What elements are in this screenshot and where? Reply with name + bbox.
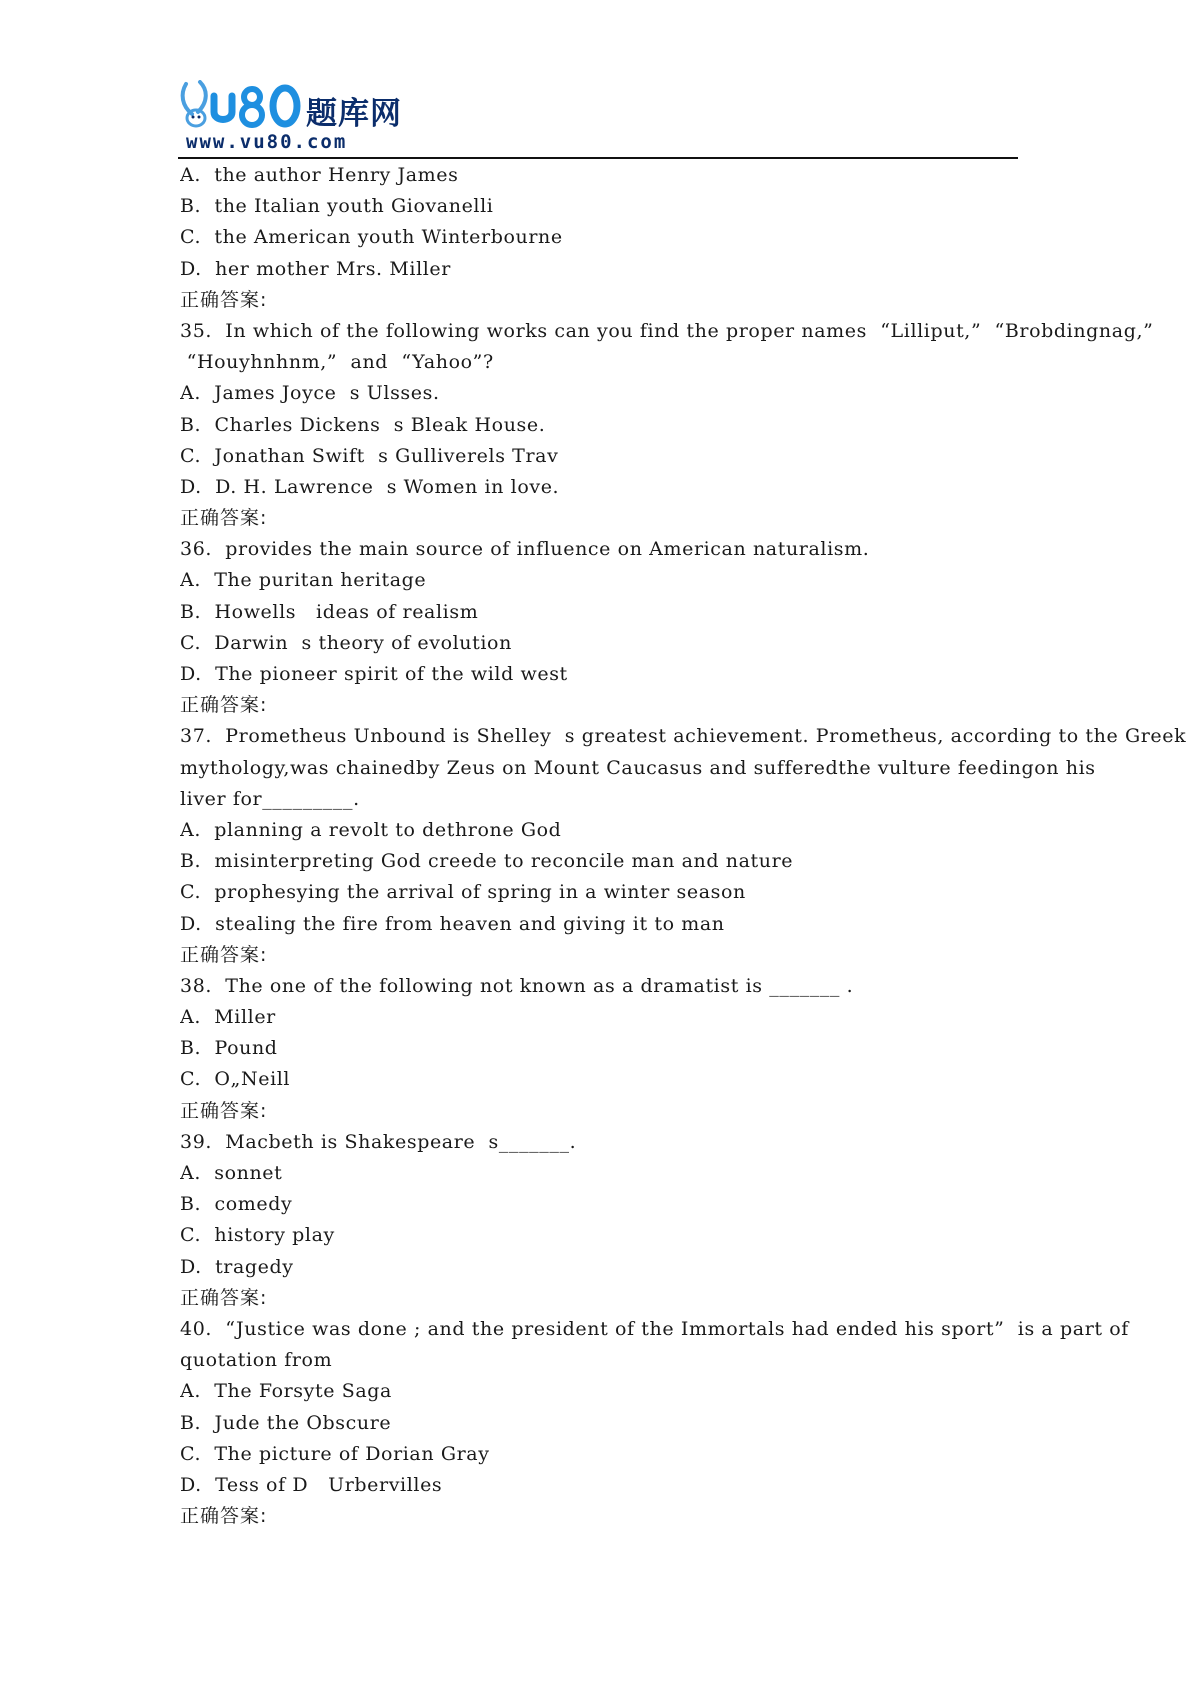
answer-option: C. prophesying the arrival of spring in a winter season [180, 881, 746, 904]
answer-option: C. history play [180, 1224, 335, 1247]
exam-content [180, 160, 1191, 1532]
answer-option: B. comedy [180, 1193, 293, 1216]
question-text: quotation from [180, 1349, 333, 1372]
answer-option: D. The pioneer spirit of the wild west [180, 663, 568, 685]
answer-label: 正确答案: [180, 1286, 268, 1309]
answer-option: C. The picture of Dorian Gray [180, 1442, 490, 1465]
answer-option: A. the author Henry James [180, 164, 459, 186]
answer-label: 正确答案: [180, 288, 268, 311]
answer-option: D. her mother Mrs. Miller [180, 257, 451, 280]
answer-option: A. sonnet [180, 1162, 283, 1184]
answer-option: D. tragedy [180, 1255, 294, 1278]
question-text: liver for_________. [180, 787, 360, 810]
answer-option: B. Howells ideas of realism [180, 600, 479, 623]
answer-option: B. misinterpreting God creede to reconcile man and nature [180, 850, 794, 873]
answer-option: B. Pound [180, 1037, 278, 1060]
answer-option: A. James Joyce s Ulsses. [180, 382, 440, 405]
answer-option: B. Charles Dickens s Bleak House. [180, 413, 546, 436]
logo-url-text: www.vu80.com [186, 131, 348, 153]
bunny-logo-icon [178, 80, 308, 130]
question-text: 36. provides the main source of influence on American naturalism. [180, 538, 870, 561]
page-header [178, 80, 1020, 158]
answer-option: C. O„Neill [180, 1068, 291, 1091]
logo-chinese-text: 题库网 [306, 96, 402, 132]
answer-option: C. Darwin s theory of evolution [180, 631, 512, 654]
question-text: 35. In which of the following works can you find the proper names “Lilliput,” “Brobdingnag,” [180, 319, 1154, 342]
answer-label: 正确答案: [180, 507, 268, 530]
answer-label: 正确答案: [180, 1099, 268, 1122]
answer-option: B. Jude the Obscure [180, 1411, 392, 1434]
answer-option: D. stealing the fire from heaven and giving it to man [180, 912, 725, 935]
vu80-logo [178, 80, 426, 156]
answer-option: A. The Forsyte Saga [180, 1380, 392, 1403]
question-text: 38. The one of the following not known as a dramatist is _______ . [180, 974, 854, 997]
answer-option: C. the American youth Winterbourne [180, 226, 563, 249]
answer-option: B. the Italian youth Giovanelli [180, 195, 494, 218]
answer-label: 正确答案: [180, 1505, 268, 1528]
answer-option: A. The puritan heritage [180, 569, 427, 592]
header-divider [178, 157, 1018, 159]
answer-option: A. Miller [180, 1006, 276, 1029]
answer-option: C. Jonathan Swift s Gulliverels Trav [180, 444, 559, 467]
answer-option: D. D. H. Lawrence s Women in love. [180, 475, 560, 498]
answer-label: 正确答案: [180, 943, 268, 966]
question-text: “Houyhnhnm,” and “Yahoo”? [180, 351, 494, 374]
question-text: mythology,was chainedby Zeus on Mount Caucasus and sufferedthe vulture feedingon his [180, 756, 1096, 779]
question-text: 37. Prometheus Unbound is Shelley s greatest achievement. Prometheus, according to the Greek [180, 725, 1187, 748]
answer-option: D. Tess of D Urbervilles [180, 1473, 443, 1496]
answer-option: A. planning a revolt to dethrone God [180, 818, 562, 841]
question-text: 40. “Justice was done ; and the president of the Immortals had ended his sport” is a part of [180, 1317, 1129, 1340]
answer-label: 正确答案: [180, 694, 268, 717]
question-text: 39. Macbeth is Shakespeare s_______. [180, 1130, 577, 1153]
